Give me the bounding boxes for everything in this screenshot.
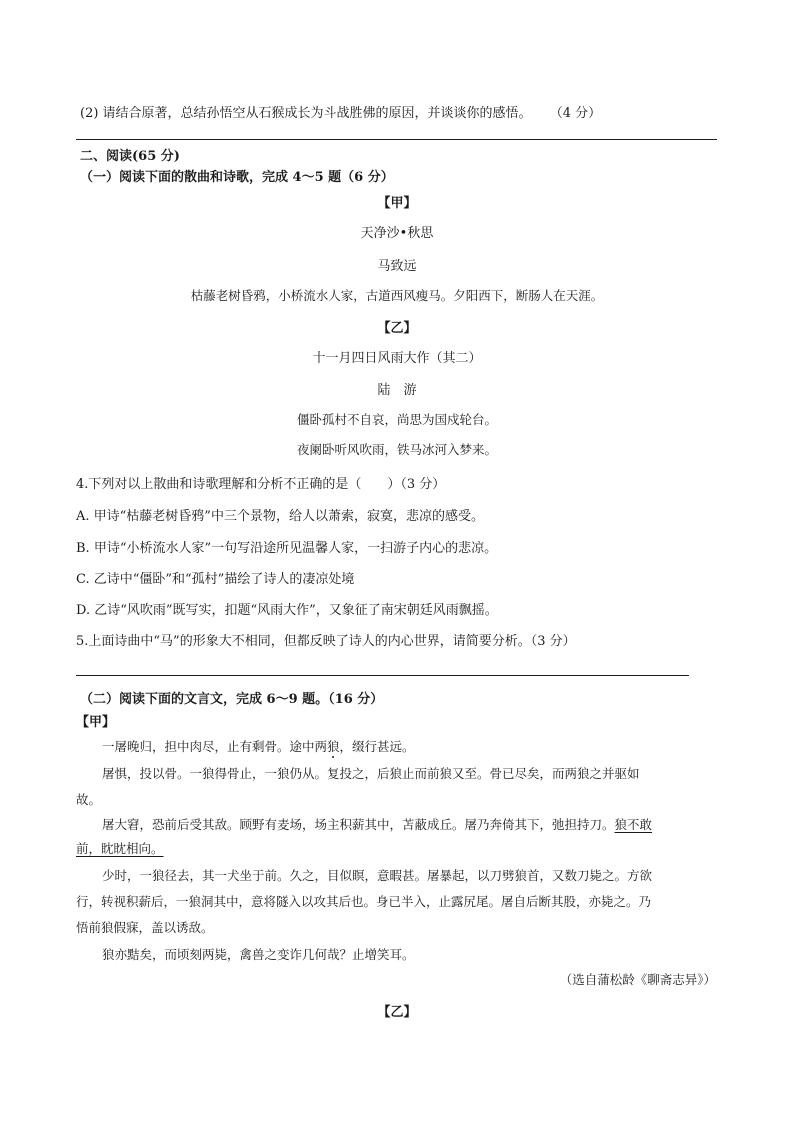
underlined-sentence-part-2: 前，眈眈相向。 bbox=[76, 841, 164, 856]
poem-b-title: 十一月四日风雨大作（其二） bbox=[312, 351, 482, 366]
classical-paragraph-1: 一屠晚归，担中肉尽，止有剩骨。途中两狼，缀行甚远。 bbox=[102, 739, 415, 754]
classical-paragraph-4-line-3: 悟前狼假寐，盖以诱敌。 bbox=[76, 920, 214, 935]
classical-paragraph-2-line-2: 故。 bbox=[76, 792, 102, 807]
answer-line-2 bbox=[76, 675, 689, 676]
question-4-option-c: C. 乙诗中“僵卧”和“孤村”描绘了诗人的凄凉处境 bbox=[76, 572, 355, 587]
classical-mark-b: 【乙】 bbox=[377, 1005, 417, 1020]
question-4-option-d: D. 乙诗“风吹雨”既写实，扣题“风雨大作”，又象征了南宋朝廷风雨飘摇。 bbox=[76, 603, 498, 618]
poem-b-mark: 【乙】 bbox=[377, 321, 417, 336]
classical-source: （选自蒲松龄《聊斋志异》） bbox=[559, 972, 716, 987]
poem-a-title: 天净沙•秋思 bbox=[360, 226, 434, 241]
classical-mark-a: 【甲】 bbox=[76, 715, 116, 730]
emphasis-dot-char: 狼 bbox=[327, 739, 340, 754]
poem-a-mark: 【甲】 bbox=[377, 196, 417, 211]
part2-title: （二）阅读下面的文言文，完成 6～9 题。（16 分） bbox=[80, 692, 384, 707]
classical-paragraph-2-line-1: 屠惧，投以骨。一狼得骨止，一狼仍从。复投之，后狼止而前狼又至。骨已尽矣，而两狼之并驱如 bbox=[102, 766, 640, 781]
poem-b-line2: 夜阑卧听风吹雨，铁马冰河入梦来。 bbox=[296, 442, 497, 457]
poem-a-author: 马致远 bbox=[377, 259, 417, 274]
classical-paragraph-4-line-2: 行，转视积薪后，一狼洞其中，意将隧入以攻其后也。身已半入，止露尻尾。屠自后断其股，亦毙之。乃 bbox=[76, 894, 652, 909]
question-5: 5.上面诗曲中“马”的形象大不相同，但都反映了诗人的内心世界，请简要分析。（3 分） bbox=[76, 634, 576, 649]
question-2-text: (2) 请结合原著，总结孙悟空从石猴成长为斗战胜佛的原因，并谈谈你的感悟。 bbox=[80, 106, 532, 121]
poem-b-line1: 僵卧孤村不自哀，尚思为国戍轮台。 bbox=[296, 412, 497, 427]
classical-paragraph-5: 狼亦黠矣，而顷刻两毙，禽兽之变诈几何哉？止增笑耳。 bbox=[102, 947, 415, 962]
poem-b-author: 陆 游 bbox=[377, 383, 417, 398]
question-2-score: （4 分） bbox=[549, 106, 602, 121]
question-4-stem: 4.下列对以上散曲和诗歌理解和分析不正确的是（ ）（3 分） bbox=[76, 477, 446, 492]
question-4-option-b: B. 甲诗“小桥流水人家”一句写沿途所见温馨人家，一扫游子内心的悲凉。 bbox=[76, 541, 498, 556]
question-2 bbox=[80, 102, 601, 121]
poem-a-text: 枯藤老树昏鸦，小桥流水人家，古道西风瘦马。夕阳西下，断肠人在天涯。 bbox=[190, 288, 604, 303]
underlined-sentence-part-1: 狼不敢 bbox=[614, 817, 653, 832]
classical-paragraph-3-line-2 bbox=[76, 839, 164, 857]
question-4-option-a: A. 甲诗“枯藤老树昏鸦”中三个景物，给人以萧索，寂寞，悲凉的感受。 bbox=[76, 509, 484, 524]
answer-line-1 bbox=[76, 139, 717, 140]
part1-title: （一）阅读下面的散曲和诗歌，完成 4～5 题（6 分） bbox=[80, 170, 394, 185]
classical-paragraph-4-line-1: 少时，一狼径去，其一犬坐于前。久之，目似瞑，意暇甚。屠暴起，以刀劈狼首，又数刀毙之。方欲 bbox=[102, 868, 653, 883]
section-title: 二、阅读(65 分) bbox=[80, 149, 180, 164]
classical-paragraph-3-line-1: 屠大窘，恐前后受其敌。顾野有麦场，场主积薪其中，苫蔽成丘。屠乃奔倚其下，弛担持刀。狼不敢 bbox=[102, 817, 653, 832]
